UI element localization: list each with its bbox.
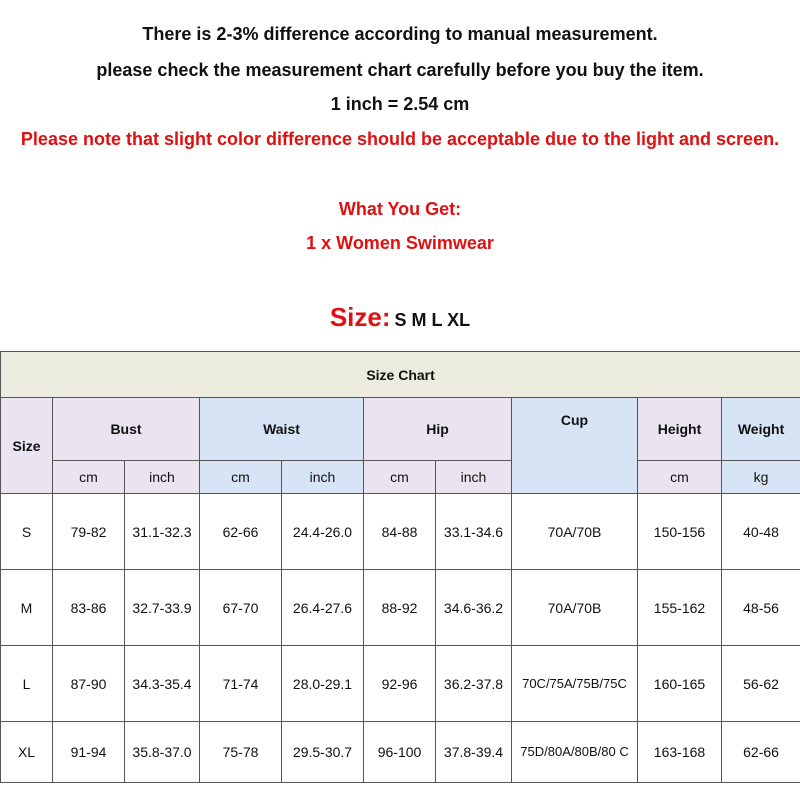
weight-kg-unit: kg: [722, 461, 800, 494]
hip-inch-unit: inch: [436, 461, 512, 494]
hip-cm-cell: 88-92: [364, 570, 436, 646]
hip-cm-cell: 92-96: [364, 646, 436, 722]
bust-inch-cell: 35.8-37.0: [125, 722, 200, 783]
hip-inch-cell: 33.1-34.6: [436, 494, 512, 570]
cup-cell: 75D/80A/80B/80 C: [512, 722, 638, 783]
inch-conversion-note: 1 inch = 2.54 cm: [330, 94, 470, 114]
height-cell: 160-165: [638, 646, 722, 722]
size-heading: [0, 302, 800, 333]
package-item: 1 x Women Swimwear: [306, 233, 494, 253]
height-cell: 155-162: [638, 570, 722, 646]
weight-cell: 40-48: [722, 494, 800, 570]
size-column-header: Size: [1, 398, 53, 494]
bust-cm-cell: 83-86: [53, 570, 125, 646]
color-difference-note: Please note that slight color difference should be acceptable due to the light and screen.: [20, 129, 780, 149]
weight-cell: 48-56: [722, 570, 800, 646]
bust-inch-cell: 31.1-32.3: [125, 494, 200, 570]
waist-header: Waist: [200, 398, 364, 461]
table-row: [1, 494, 800, 570]
measurement-difference-note: There is 2-3% difference according to manual measurement.: [142, 24, 658, 44]
weight-cell: 62-66: [722, 722, 800, 783]
size-chart-title: Size Chart: [1, 352, 800, 398]
bust-inch-unit: inch: [125, 461, 200, 494]
height-cell: 163-168: [638, 722, 722, 783]
table-row: [1, 570, 800, 646]
cup-cell: 70A/70B: [512, 570, 638, 646]
bust-inch-cell: 34.3-35.4: [125, 646, 200, 722]
size-heading-label: Size:: [329, 302, 391, 332]
waist-cm-cell: 71-74: [200, 646, 282, 722]
hip-cm-cell: 84-88: [364, 494, 436, 570]
waist-cm-cell: 75-78: [200, 722, 282, 783]
waist-inch-cell: 24.4-26.0: [282, 494, 364, 570]
waist-inch-cell: 26.4-27.6: [282, 570, 364, 646]
size-cell: M: [1, 570, 53, 646]
waist-inch-cell: 28.0-29.1: [282, 646, 364, 722]
waist-inch-cell: 29.5-30.7: [282, 722, 364, 783]
waist-cm-cell: 67-70: [200, 570, 282, 646]
what-you-get-heading: What You Get:: [338, 199, 462, 219]
size-cell: XL: [1, 722, 53, 783]
hip-header: Hip: [364, 398, 512, 461]
hip-inch-cell: 37.8-39.4: [436, 722, 512, 783]
hip-cm-unit: cm: [364, 461, 436, 494]
cup-cell: 70A/70B: [512, 494, 638, 570]
bust-cm-cell: 91-94: [53, 722, 125, 783]
check-chart-note: please check the measurement chart carefully before you buy the item.: [96, 60, 704, 80]
waist-inch-unit: inch: [282, 461, 364, 494]
bust-cm-cell: 87-90: [53, 646, 125, 722]
size-cell: L: [1, 646, 53, 722]
height-cell: 150-156: [638, 494, 722, 570]
weight-cell: 56-62: [722, 646, 800, 722]
bust-header: Bust: [53, 398, 200, 461]
cup-header: Cup: [512, 398, 638, 494]
height-cm-unit: cm: [638, 461, 722, 494]
bust-inch-cell: 32.7-33.9: [125, 570, 200, 646]
table-row: [1, 646, 800, 722]
height-header: Height: [638, 398, 722, 461]
table-row: [1, 722, 800, 783]
waist-cm-cell: 62-66: [200, 494, 282, 570]
hip-inch-cell: 34.6-36.2: [436, 570, 512, 646]
hip-inch-cell: 36.2-37.8: [436, 646, 512, 722]
size-cell: S: [1, 494, 53, 570]
bust-cm-cell: 79-82: [53, 494, 125, 570]
cup-cell: 70C/75A/75B/75C: [512, 646, 638, 722]
hip-cm-cell: 96-100: [364, 722, 436, 783]
weight-header: Weight: [722, 398, 800, 461]
bust-cm-unit: cm: [53, 461, 125, 494]
waist-cm-unit: cm: [200, 461, 282, 494]
size-heading-options: S M L XL: [394, 310, 471, 330]
size-chart-table: [0, 351, 800, 783]
